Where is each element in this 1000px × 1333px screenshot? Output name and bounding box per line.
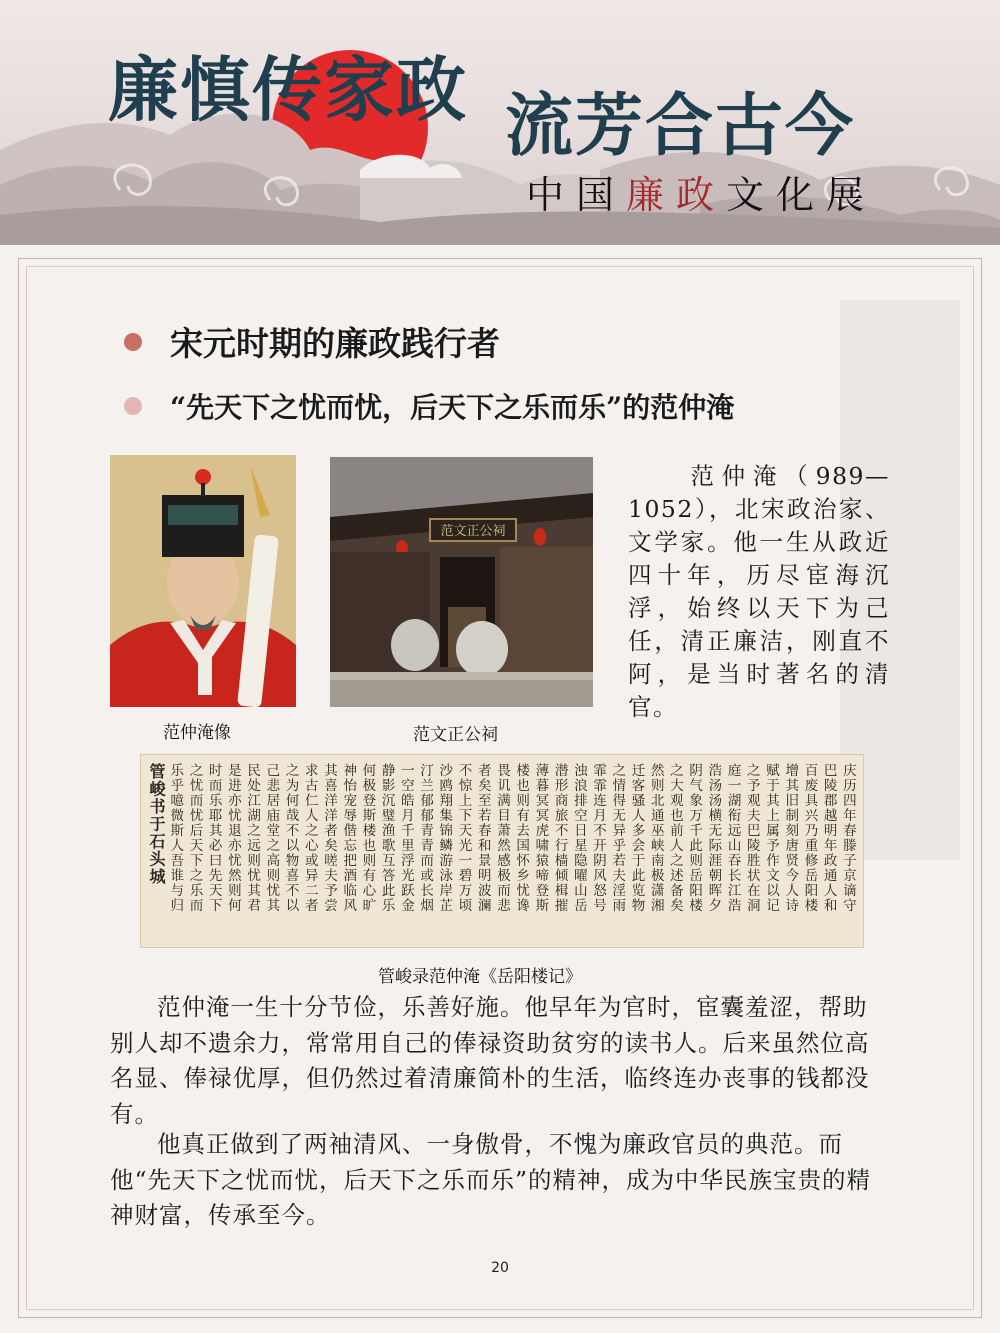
calligraphy-column: 时而乐耶其必曰先天下 <box>205 763 222 913</box>
calligraphy-column: 薄暮冥冥虎啸猿啼登斯 <box>532 763 549 913</box>
calligraphy-column: 楼也则有去国怀乡忧谗 <box>513 763 530 913</box>
calligraphy-column: 潜形商旅不行樯倾楫摧 <box>551 763 568 913</box>
calligraphy-column: 庭一湖衔远山吞长江浩 <box>724 763 741 913</box>
calligraphy-column: 沙鸥翔集锦鳞游泳岸芷 <box>436 763 453 913</box>
section-subheading: “先天下之忧而忧，后天下之乐而乐”的范仲淹 <box>170 391 735 424</box>
calligraphy-column: 百废具兴乃重修岳阳楼 <box>801 763 818 913</box>
title-line-2: 流芳合古今 <box>505 86 856 166</box>
exhibition-subtitle <box>526 164 876 219</box>
calligraphy-column: 之情得无异乎若夫淫雨 <box>609 763 626 913</box>
calligraphy-column: 霏霏连月不开阴风怒号 <box>590 763 607 913</box>
calligraphy-column: 之予观夫巴陵胜状在洞 <box>743 763 760 913</box>
fan-zhongyan-portrait <box>110 455 296 707</box>
calligraphy-column: 之为何哉不以物喜不以 <box>282 763 299 913</box>
calligraphy-columns <box>149 763 855 939</box>
paragraph-1: 范仲淹一生十分节俭，乐善好施。他早年为官时，宦囊羞涩，帮助别人却不遗余力，常常用自己的俸禄资助贫穷的读书人。后来虽然位高名显、俸禄优厚，但仍然过着清廉简朴的生活，临终连办丧事的钱都没有。 <box>110 993 870 1128</box>
calligraphy-column: 浊浪排空日星隐曜山岳 <box>570 763 587 913</box>
calligraphy-column: 民处江湖之远则忧其君 <box>244 763 261 913</box>
calligraphy-column: 其喜洋洋者矣嗟夫予尝 <box>320 763 337 913</box>
bullet-dot-icon <box>124 333 142 351</box>
calligraphy-column: 静影沉璧渔歌互答此乐 <box>378 763 395 913</box>
biography-text <box>628 460 890 724</box>
calligraphy-column: 赋于其上属予作文以记 <box>763 763 779 913</box>
portrait-caption: 范仲淹像 <box>163 723 231 743</box>
section-heading: 宋元时期的廉政践行者 <box>170 324 500 363</box>
shrine-plaque-text: 范文正公祠 <box>440 524 506 539</box>
subtitle-part-1: 中国 <box>526 173 627 217</box>
shrine-building-icon <box>330 457 593 707</box>
calligraphy-column: 求古仁人之心或异二者 <box>301 763 318 913</box>
calligraphy-column: 乐乎噫微斯人吾谁与归 <box>167 763 184 913</box>
calligraphy-column: 一空皓月千里浮光跃金 <box>397 763 414 913</box>
title-line-1: 廉慎传家政 <box>108 48 468 131</box>
calligraphy-column: 者矣至若春和景明波澜 <box>474 763 491 913</box>
calligraphy-column: 不惊上下天光一碧万顷 <box>455 763 472 913</box>
shrine-photo <box>330 457 593 707</box>
biography-text-content: 范仲淹（989—1052），北宋政治家、文学家。他一生从政近四十年，历尽宦海沉浮，始终以天下为己任，清正廉洁，刚直不阿，是当时著名的清官。 <box>628 462 890 721</box>
subtitle-part-2: 文化展 <box>726 173 877 217</box>
calligraphy-column: 何极登斯楼也则有心旷 <box>359 763 376 913</box>
calligraphy-column: 增其旧制刻唐贤今人诗 <box>782 763 799 913</box>
calligraphy-column: 迁客骚人多会于此览物 <box>628 763 645 913</box>
calligraphy-column: 之大观也前人之述备矣 <box>666 763 683 913</box>
subheading-row <box>124 386 734 426</box>
calligraphy-column: 巴陵郡越明年政通人和 <box>820 763 837 913</box>
calligraphy-caption: 管峻录范仲淹《岳阳楼记》 <box>378 967 582 987</box>
portrait-painting-icon <box>110 455 296 707</box>
page-number: 20 <box>491 1260 509 1276</box>
paragraph-2: 他真正做到了两袖清风、一身傲骨，不愧为廉政官员的典范。而他“先天下之忧而忧，后天下之乐而乐”的精神，成为中华民族宝贵的精神财富，传承至今。 <box>110 1130 872 1229</box>
calligraphy-column: 之忧而忧后天下之乐而 <box>186 763 203 913</box>
calligraphy-column: 阴气象万千此则岳阳楼 <box>686 763 703 913</box>
shrine-caption: 范文正公祠 <box>413 725 498 745</box>
bullet-dot-icon <box>124 397 142 415</box>
header-banner <box>0 0 1000 245</box>
calligraphy-column: 浩汤汤横无际涯朝晖夕 <box>705 763 722 913</box>
calligraphy-column: 己悲居庙堂之高则忧其 <box>263 763 280 913</box>
calligraphy-column: 然则北通巫峡南极潇湘 <box>647 763 664 913</box>
calligraphy-column: 汀兰郁郁青青而或长烟 <box>417 763 434 913</box>
calligraphy-column: 畏讥满目萧然感极而悲 <box>493 763 510 913</box>
calligraphy-scroll <box>140 754 864 948</box>
calligraphy-column: 是进亦忧退亦忧然则何 <box>224 763 241 913</box>
calligraphy-column: 庆历四年春滕子京谪守 <box>839 763 856 913</box>
heading-row <box>124 318 500 365</box>
calligraphy-signature: 管峻书于石头城 <box>147 763 166 886</box>
subtitle-part-red: 廉政 <box>626 173 727 217</box>
calligraphy-column: 神怡宠辱偕忘把酒临风 <box>340 763 357 913</box>
